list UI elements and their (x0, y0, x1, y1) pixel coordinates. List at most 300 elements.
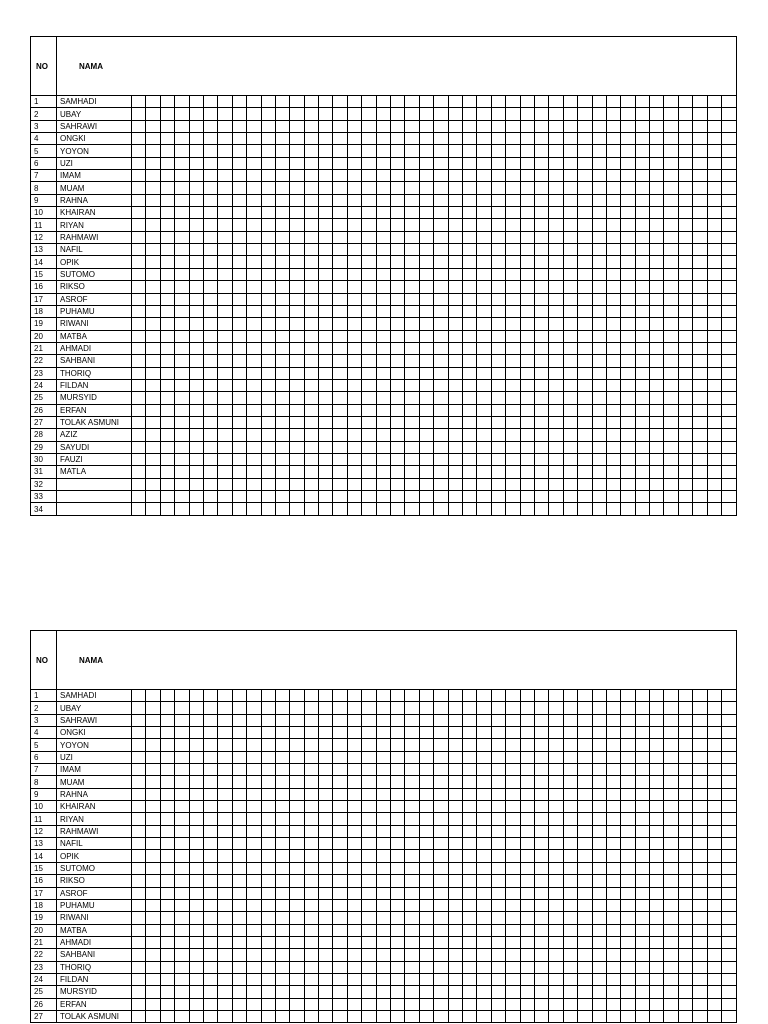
attendance-cell (534, 478, 548, 490)
attendance-cell (304, 367, 318, 379)
attendance-cell (419, 887, 433, 899)
attendance-cell (549, 194, 563, 206)
attendance-cell (160, 862, 174, 874)
attendance-cell (319, 219, 333, 231)
attendance-cell (218, 305, 232, 317)
attendance-cell (362, 207, 376, 219)
attendance-cell (160, 318, 174, 330)
attendance-cell (650, 281, 664, 293)
attendance-cell (462, 936, 476, 948)
attendance-cell (333, 244, 347, 256)
attendance-cell (534, 998, 548, 1010)
attendance-cell (650, 936, 664, 948)
attendance-cell (376, 318, 390, 330)
attendance-cell (664, 478, 678, 490)
attendance-cell (563, 342, 577, 354)
attendance-cell (362, 416, 376, 428)
attendance-cell (304, 690, 318, 702)
attendance-cell (218, 739, 232, 751)
attendance-cell (678, 293, 692, 305)
attendance-cell (203, 813, 217, 825)
table-row (31, 429, 737, 441)
attendance-cell (606, 875, 620, 887)
row-number: 25 (31, 986, 57, 998)
attendance-cell (160, 491, 174, 503)
attendance-cell (448, 120, 462, 132)
attendance-cell (635, 491, 649, 503)
attendance-cell (707, 875, 721, 887)
attendance-cell (520, 912, 534, 924)
attendance-cell (189, 1010, 203, 1022)
attendance-cell (678, 268, 692, 280)
attendance-cell (347, 690, 361, 702)
attendance-cell (477, 973, 491, 985)
attendance-cell (218, 281, 232, 293)
attendance-cell (362, 961, 376, 973)
attendance-cell (347, 813, 361, 825)
attendance-cell (419, 466, 433, 478)
attendance-cell (232, 231, 246, 243)
attendance-cell (232, 1010, 246, 1022)
attendance-cell (549, 973, 563, 985)
attendance-cell (391, 875, 405, 887)
attendance-cell (261, 170, 275, 182)
attendance-cell (304, 825, 318, 837)
attendance-cell (347, 924, 361, 936)
attendance-cell (290, 170, 304, 182)
attendance-cell (419, 813, 433, 825)
attendance-cell (132, 491, 146, 503)
attendance-cell (606, 973, 620, 985)
attendance-cell (664, 108, 678, 120)
attendance-cell (362, 441, 376, 453)
attendance-table (30, 36, 737, 516)
row-number: 29 (31, 441, 57, 453)
attendance-cell (520, 727, 534, 739)
attendance-cell (232, 751, 246, 763)
attendance-cell (175, 924, 189, 936)
attendance-cell (146, 850, 160, 862)
attendance-cell (534, 862, 548, 874)
attendance-cell (218, 244, 232, 256)
attendance-cell (477, 404, 491, 416)
attendance-cell (218, 367, 232, 379)
attendance-cell (520, 714, 534, 726)
attendance-cell (362, 714, 376, 726)
attendance-cell (434, 838, 448, 850)
attendance-cell (707, 764, 721, 776)
attendance-cell (304, 355, 318, 367)
table-row (31, 813, 737, 825)
attendance-cell (592, 825, 606, 837)
attendance-cell (203, 268, 217, 280)
attendance-cell (203, 825, 217, 837)
attendance-cell (563, 936, 577, 948)
attendance-cell (693, 330, 707, 342)
attendance-cell (534, 441, 548, 453)
attendance-cell (290, 924, 304, 936)
attendance-cell (678, 751, 692, 763)
attendance-cell (304, 503, 318, 515)
attendance-cell (290, 825, 304, 837)
attendance-cell (203, 751, 217, 763)
attendance-cell (491, 899, 505, 911)
attendance-cell (549, 986, 563, 998)
attendance-cell (175, 714, 189, 726)
attendance-cell (275, 305, 289, 317)
attendance-cell (132, 801, 146, 813)
attendance-cell (362, 739, 376, 751)
attendance-cell (146, 862, 160, 874)
attendance-cell (319, 256, 333, 268)
attendance-cell (578, 850, 592, 862)
attendance-cell (621, 108, 635, 120)
attendance-cell (376, 416, 390, 428)
attendance-cell (448, 924, 462, 936)
attendance-cell (477, 825, 491, 837)
attendance-cell (376, 862, 390, 874)
attendance-cell (362, 231, 376, 243)
attendance-cell (146, 998, 160, 1010)
attendance-cell (347, 998, 361, 1010)
attendance-cell (477, 133, 491, 145)
attendance-cell (448, 133, 462, 145)
attendance-cell (506, 305, 520, 317)
attendance-cell (462, 912, 476, 924)
attendance-cell (160, 416, 174, 428)
attendance-cell (290, 776, 304, 788)
attendance-cell (146, 801, 160, 813)
attendance-cell (462, 194, 476, 206)
attendance-cell (635, 961, 649, 973)
attendance-cell (722, 503, 737, 515)
attendance-cell (448, 727, 462, 739)
table-row (31, 342, 737, 354)
attendance-cell (563, 986, 577, 998)
attendance-cell (448, 342, 462, 354)
attendance-cell (549, 318, 563, 330)
attendance-cell (376, 838, 390, 850)
attendance-cell (491, 416, 505, 428)
attendance-cell (477, 281, 491, 293)
attendance-cell (146, 342, 160, 354)
attendance-cell (218, 714, 232, 726)
attendance-cell (520, 244, 534, 256)
attendance-cell (419, 96, 433, 108)
attendance-cell (664, 404, 678, 416)
row-number: 27 (31, 1010, 57, 1022)
attendance-cell (462, 1010, 476, 1022)
attendance-cell (319, 293, 333, 305)
student-name: SAHRAWI (57, 120, 132, 132)
attendance-cell (563, 702, 577, 714)
attendance-cell (175, 392, 189, 404)
attendance-cell (203, 219, 217, 231)
attendance-cell (635, 986, 649, 998)
attendance-cell (563, 690, 577, 702)
attendance-cell (664, 244, 678, 256)
attendance-cell (304, 776, 318, 788)
attendance-cell (391, 924, 405, 936)
student-name: PUHAMU (57, 899, 132, 911)
attendance-cell (175, 899, 189, 911)
attendance-cell (549, 293, 563, 305)
attendance-cell (304, 887, 318, 899)
attendance-cell (434, 986, 448, 998)
attendance-cell (319, 194, 333, 206)
attendance-cell (232, 268, 246, 280)
row-number: 20 (31, 924, 57, 936)
attendance-cell (592, 875, 606, 887)
attendance-cell (693, 207, 707, 219)
attendance-cell (520, 108, 534, 120)
attendance-cell (419, 318, 433, 330)
attendance-cell (232, 281, 246, 293)
attendance-cell (391, 170, 405, 182)
attendance-cell (333, 949, 347, 961)
attendance-cell (160, 899, 174, 911)
attendance-cell (160, 478, 174, 490)
attendance-cell (520, 157, 534, 169)
attendance-cell (606, 503, 620, 515)
attendance-cell (549, 825, 563, 837)
attendance-cell (333, 466, 347, 478)
attendance-cell (146, 256, 160, 268)
attendance-cell (434, 1010, 448, 1022)
attendance-cell (203, 764, 217, 776)
attendance-cell (578, 182, 592, 194)
attendance-cell (621, 949, 635, 961)
attendance-cell (319, 850, 333, 862)
attendance-cell (434, 96, 448, 108)
attendance-cell (146, 108, 160, 120)
attendance-cell (290, 367, 304, 379)
attendance-cell (218, 318, 232, 330)
attendance-cell (448, 145, 462, 157)
attendance-cell (376, 379, 390, 391)
attendance-cell (722, 776, 737, 788)
student-name: UZI (57, 751, 132, 763)
attendance-cell (650, 924, 664, 936)
attendance-cell (232, 466, 246, 478)
attendance-cell (347, 355, 361, 367)
attendance-cell (347, 416, 361, 428)
attendance-cell (693, 838, 707, 850)
attendance-cell (376, 219, 390, 231)
attendance-cell (218, 157, 232, 169)
attendance-cell (606, 244, 620, 256)
attendance-cell (650, 133, 664, 145)
attendance-cell (362, 838, 376, 850)
attendance-cell (621, 219, 635, 231)
attendance-cell (247, 342, 261, 354)
attendance-cell (319, 416, 333, 428)
attendance-cell (275, 281, 289, 293)
attendance-cell (275, 936, 289, 948)
attendance-cell (304, 342, 318, 354)
table-row (31, 355, 737, 367)
attendance-cell (146, 788, 160, 800)
attendance-cell (419, 825, 433, 837)
attendance-cell (578, 231, 592, 243)
attendance-cell (391, 120, 405, 132)
attendance-cell (635, 404, 649, 416)
row-number: 4 (31, 727, 57, 739)
attendance-cell (391, 207, 405, 219)
attendance-cell (693, 1010, 707, 1022)
attendance-cell (592, 342, 606, 354)
attendance-cell (376, 231, 390, 243)
attendance-cell (693, 170, 707, 182)
attendance-cell (650, 182, 664, 194)
attendance-cell (203, 120, 217, 132)
attendance-cell (462, 429, 476, 441)
attendance-cell (319, 899, 333, 911)
attendance-cell (520, 367, 534, 379)
attendance-cell (606, 293, 620, 305)
attendance-cell (693, 739, 707, 751)
attendance-cell (678, 157, 692, 169)
attendance-cell (592, 318, 606, 330)
attendance-cell (462, 838, 476, 850)
row-number: 3 (31, 714, 57, 726)
table-row (31, 875, 737, 887)
table-row (31, 231, 737, 243)
attendance-cell (707, 120, 721, 132)
attendance-cell (261, 157, 275, 169)
attendance-cell (376, 875, 390, 887)
attendance-cell (319, 1010, 333, 1022)
attendance-cell (218, 936, 232, 948)
attendance-cell (707, 899, 721, 911)
attendance-cell (606, 899, 620, 911)
attendance-cell (578, 875, 592, 887)
attendance-cell (132, 1010, 146, 1022)
attendance-cell (261, 924, 275, 936)
row-number: 1 (31, 690, 57, 702)
attendance-cell (477, 949, 491, 961)
attendance-cell (376, 764, 390, 776)
attendance-cell (391, 108, 405, 120)
attendance-cell (419, 998, 433, 1010)
attendance-cell (506, 219, 520, 231)
attendance-cell (319, 973, 333, 985)
attendance-cell (175, 207, 189, 219)
attendance-cell (722, 739, 737, 751)
attendance-cell (621, 936, 635, 948)
attendance-cell (261, 342, 275, 354)
attendance-cell (664, 801, 678, 813)
table-row (31, 182, 737, 194)
attendance-cell (247, 281, 261, 293)
attendance-cell (304, 924, 318, 936)
attendance-cell (160, 751, 174, 763)
attendance-cell (218, 453, 232, 465)
attendance-cell (491, 862, 505, 874)
attendance-cell (549, 231, 563, 243)
attendance-cell (621, 367, 635, 379)
attendance-cell (693, 355, 707, 367)
attendance-cell (722, 379, 737, 391)
attendance-cell (290, 392, 304, 404)
attendance-cell (160, 404, 174, 416)
attendance-cell (563, 998, 577, 1010)
attendance-cell (678, 342, 692, 354)
attendance-cell (664, 949, 678, 961)
attendance-cell (549, 714, 563, 726)
attendance-cell (376, 739, 390, 751)
attendance-cell (132, 355, 146, 367)
attendance-cell (275, 727, 289, 739)
attendance-cell (563, 453, 577, 465)
attendance-cell (448, 170, 462, 182)
attendance-cell (491, 986, 505, 998)
attendance-cell (534, 194, 548, 206)
table-row (31, 379, 737, 391)
attendance-cell (578, 764, 592, 776)
row-number: 21 (31, 936, 57, 948)
attendance-cell (650, 96, 664, 108)
attendance-cell (534, 466, 548, 478)
attendance-cell (563, 194, 577, 206)
attendance-cell (160, 330, 174, 342)
attendance-cell (563, 330, 577, 342)
attendance-cell (635, 231, 649, 243)
table-row (31, 293, 737, 305)
attendance-cell (319, 714, 333, 726)
attendance-cell (175, 231, 189, 243)
attendance-cell (520, 182, 534, 194)
attendance-cell (448, 404, 462, 416)
attendance-cell (477, 367, 491, 379)
attendance-cell (578, 998, 592, 1010)
attendance-cell (477, 912, 491, 924)
attendance-cell (520, 305, 534, 317)
attendance-cell (189, 491, 203, 503)
attendance-cell (232, 157, 246, 169)
attendance-cell (621, 801, 635, 813)
attendance-cell (434, 281, 448, 293)
attendance-cell (189, 133, 203, 145)
attendance-cell (290, 862, 304, 874)
attendance-cell (391, 776, 405, 788)
attendance-cell (333, 825, 347, 837)
attendance-cell (621, 478, 635, 490)
attendance-cell (650, 912, 664, 924)
attendance-cell (232, 949, 246, 961)
attendance-cell (132, 379, 146, 391)
nama-column-header: NAMA (57, 631, 737, 690)
attendance-cell (347, 268, 361, 280)
attendance-cell (491, 788, 505, 800)
attendance-cell (304, 244, 318, 256)
attendance-cell (678, 998, 692, 1010)
attendance-cell (189, 182, 203, 194)
attendance-cell (175, 838, 189, 850)
attendance-cell (592, 207, 606, 219)
attendance-cell (434, 936, 448, 948)
attendance-cell (247, 305, 261, 317)
attendance-cell (506, 108, 520, 120)
attendance-cell (693, 133, 707, 145)
attendance-cell (534, 133, 548, 145)
attendance-cell (520, 961, 534, 973)
attendance-cell (592, 899, 606, 911)
attendance-cell (160, 453, 174, 465)
attendance-cell (722, 862, 737, 874)
attendance-cell (434, 491, 448, 503)
attendance-cell (391, 318, 405, 330)
